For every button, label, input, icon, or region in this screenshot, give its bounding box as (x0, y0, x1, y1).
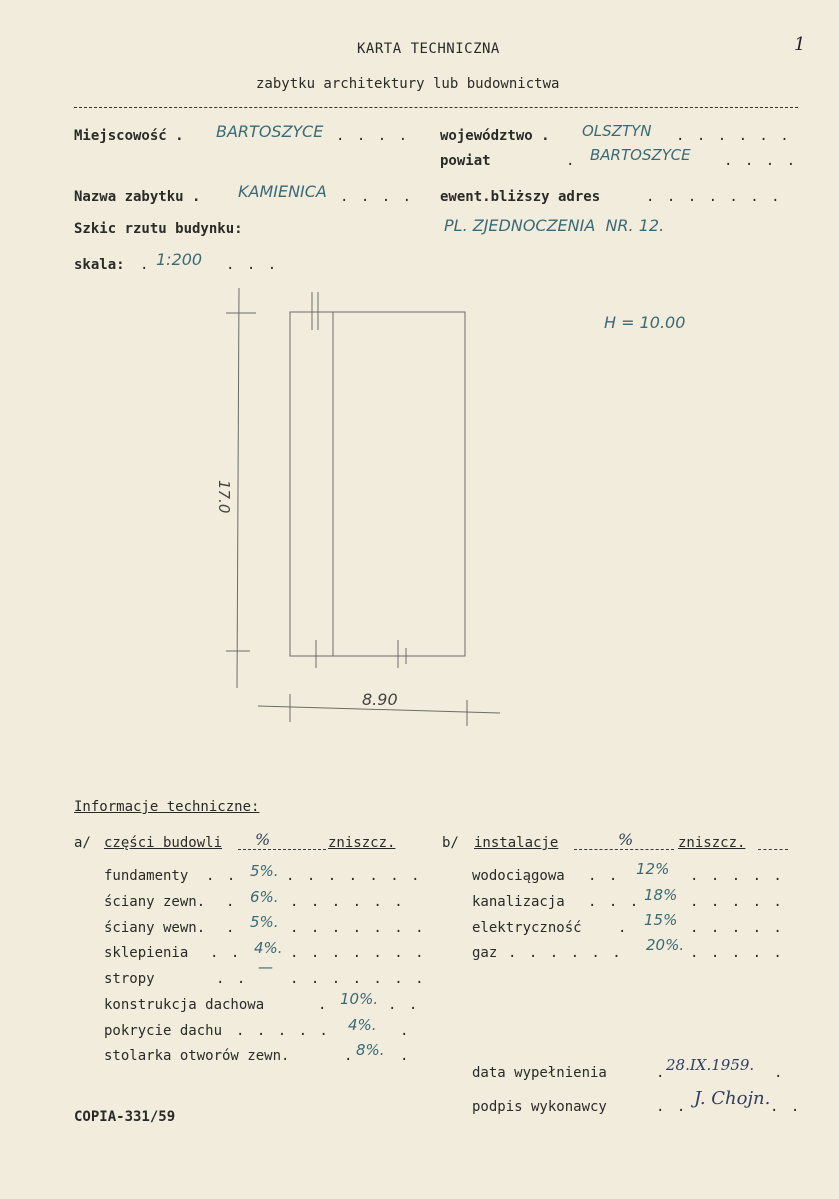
installation-value: 18% (644, 886, 678, 904)
part-dots-pre: . . (206, 868, 238, 884)
installations-destroyed-label: zniszcz. (678, 835, 746, 851)
date-filled-label: data wypełnienia (472, 1065, 607, 1081)
installation-dots: . . . . . (690, 894, 784, 910)
part-value: 10%. (340, 990, 379, 1008)
length-dimension-line (237, 288, 239, 688)
part-dots: . . (388, 997, 420, 1013)
sketch-label: Szkic rzutu budynku: (74, 221, 243, 237)
scale-value: 1:200 (156, 250, 203, 269)
part-dots-pre: . . (210, 945, 242, 961)
signature-value: J. Chojn. (694, 1088, 771, 1109)
installation-label: kanalizacja (472, 894, 565, 910)
installation-dots: . . . . . (690, 945, 784, 961)
date-dots-pre: . (656, 1065, 667, 1081)
installation-value: 15% (644, 911, 678, 929)
part-dots-pre: . (226, 920, 237, 936)
part-value: 5%. (250, 862, 279, 880)
part-label: pokrycie dachu (104, 1023, 223, 1039)
part-dots: . . . . . . . (290, 945, 426, 961)
part-label: stropy (104, 971, 155, 987)
signature-dots: . . (770, 1099, 802, 1115)
part-dots: . . . . . . . (290, 920, 426, 936)
part-label: stolarka otworów zewn. (104, 1048, 290, 1064)
part-dots-pre: . (226, 894, 237, 910)
district-label: powiat (440, 153, 491, 169)
district-value: BARTOSZYCE (590, 146, 691, 164)
installation-dots-pre: . . (588, 868, 620, 884)
length-dimension-label: 17.0 (215, 480, 233, 514)
scale-dots-pre: . (140, 257, 151, 273)
building-outline (290, 312, 465, 656)
locality-label: Miejscowość . (74, 128, 184, 144)
part-value: 8%. (356, 1041, 385, 1059)
voivodeship-value: OLSZTYN (582, 122, 652, 140)
locality-dots: . . . . (336, 128, 410, 144)
installations-prefix: b/ (442, 835, 459, 851)
card-subtitle: zabytku architektury lub budownictwa (256, 76, 560, 92)
part-dots: . . . . . . (290, 894, 405, 910)
part-value: — (258, 958, 273, 976)
monument-name-label: Nazwa zabytku . (74, 189, 201, 205)
date-filled-value: 28.IX.1959. (666, 1056, 755, 1074)
parts-header: części budowli (104, 835, 223, 851)
part-label: ściany wewn. (104, 920, 206, 936)
parts-pct-mark: % (255, 830, 271, 849)
address-value: PL. ZJEDNOCZENIA NR. 12. (444, 216, 665, 235)
copy-identifier: COPIA-331/59 (74, 1109, 176, 1125)
parts-destroyed-label: zniszcz. (328, 835, 396, 851)
technical-info-heading: Informacje techniczne: (74, 799, 260, 815)
installations-pct-mark: % (618, 830, 634, 849)
scale-label: skala: (74, 257, 125, 273)
part-value: 5%. (250, 913, 279, 931)
part-dots: . (400, 1048, 411, 1064)
parts-prefix: a/ (74, 835, 91, 851)
part-dots: . . . . . . . (286, 868, 422, 884)
scale-dots: . . . (226, 257, 279, 273)
part-dots-pre: . (318, 997, 329, 1013)
parts-header-dash (238, 849, 326, 850)
monument-name-dots: . . . . (340, 189, 414, 205)
part-label: ściany zewn. (104, 894, 206, 910)
date-dots: . (774, 1065, 785, 1081)
voivodeship-dots: . . . . . . (676, 128, 791, 144)
part-value: 4%. (254, 939, 283, 957)
part-value: 6%. (250, 888, 279, 906)
installation-dots: . . . . . (690, 868, 784, 884)
card-title: KARTA TECHNICZNA (357, 41, 500, 57)
district-dots-pre: . (566, 153, 577, 169)
part-dots-pre: . (344, 1048, 355, 1064)
installation-dots-pre: . . . . . . (508, 945, 623, 961)
installation-value: 12% (636, 860, 670, 878)
installation-label: gaz (472, 945, 498, 961)
installation-dots: . . . . . (690, 920, 784, 936)
locality-value: BARTOSZYCE (216, 122, 324, 141)
part-label: fundamenty (104, 868, 189, 884)
address-dots: . . . . . . . (646, 189, 782, 205)
installations-header-tail-dash (758, 849, 788, 850)
voivodeship-label: województwo . (440, 128, 550, 144)
installation-dots-pre: . (618, 920, 629, 936)
installation-dots-pre: . . . (588, 894, 641, 910)
part-dots: . . . . . . . (290, 971, 426, 987)
part-value: 4%. (348, 1016, 377, 1034)
part-dots: . (400, 1023, 411, 1039)
installation-label: wodociągowa (472, 868, 565, 884)
part-dots-pre: . . . . . (236, 1023, 330, 1039)
height-note: H = 10.00 (604, 313, 686, 332)
width-dimension-label: 8.90 (362, 690, 398, 709)
district-dots: . . . . (724, 153, 798, 169)
part-label: sklepienia (104, 945, 189, 961)
signature-label: podpis wykonawcy (472, 1099, 607, 1115)
monument-name-value: KAMIENICA (238, 182, 327, 201)
installation-label: elektryczność (472, 920, 582, 936)
installations-header-dash (574, 849, 674, 850)
part-label: konstrukcja dachowa (104, 997, 265, 1013)
installation-value: 20%. (646, 936, 685, 954)
installations-header: instalacje (474, 835, 559, 851)
corner-page-mark: 1 (794, 34, 806, 55)
address-label: ewent.bliższy adres (440, 189, 601, 205)
part-dots-pre: . . (216, 971, 248, 987)
signature-dots-pre: . . (656, 1099, 688, 1115)
